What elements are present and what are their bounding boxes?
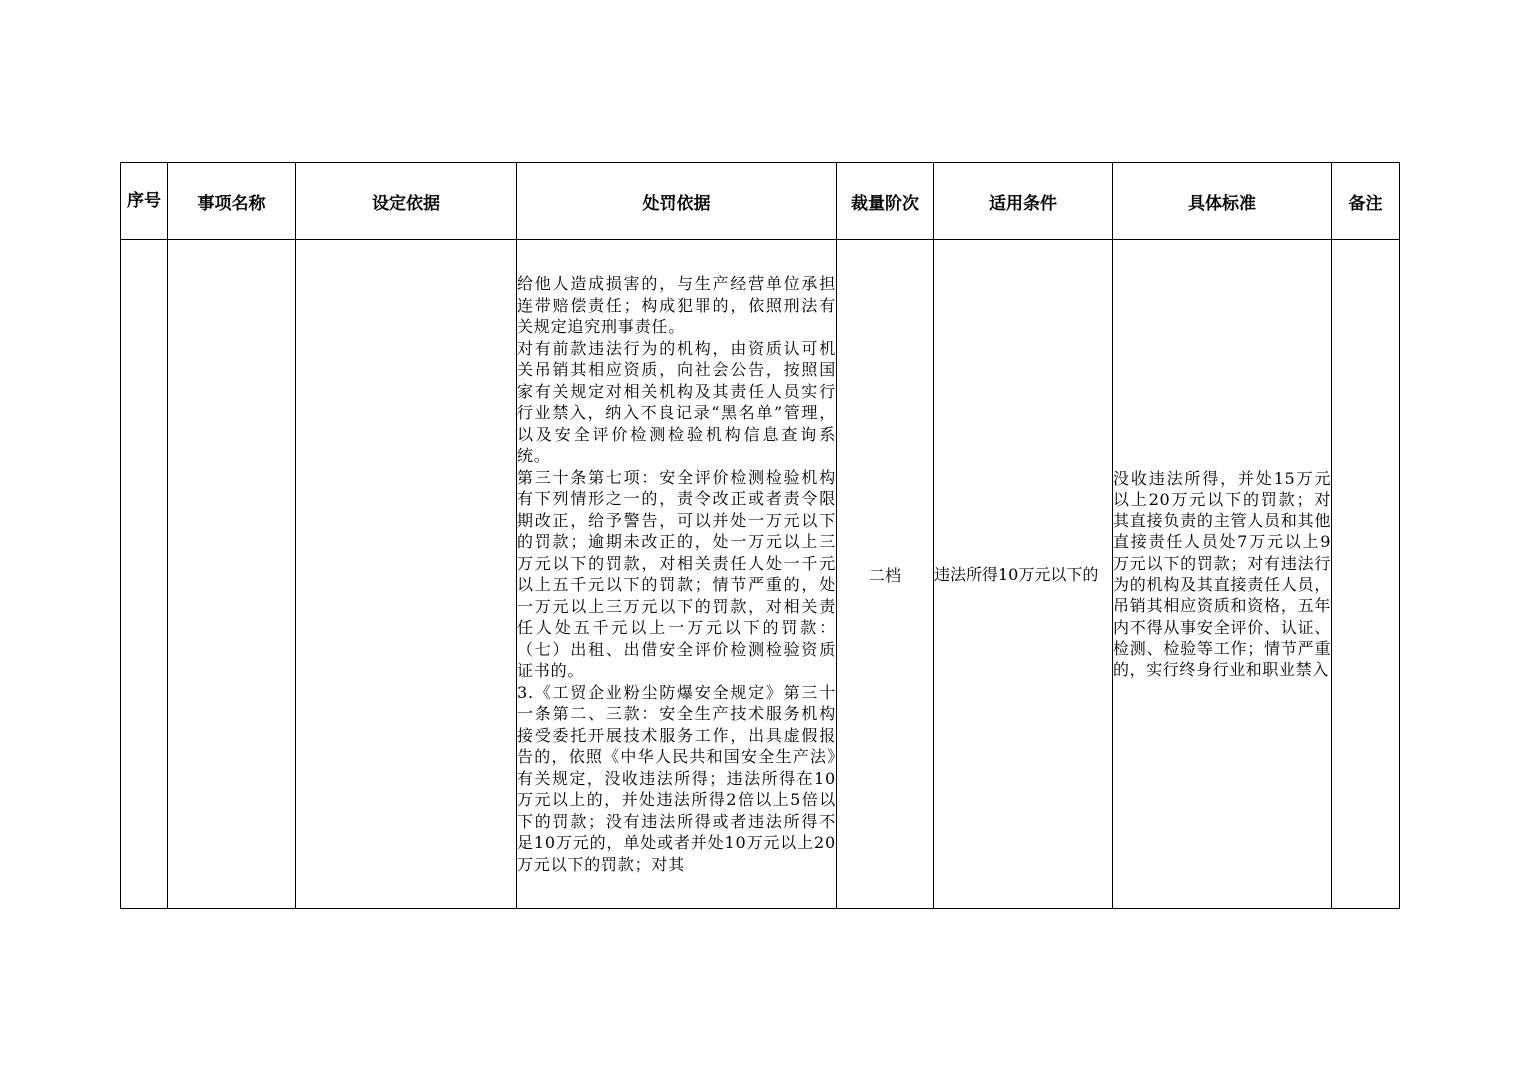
cell-discretion-level: 二档 xyxy=(837,240,934,909)
table-row xyxy=(121,240,1400,909)
header-standard: 具体标准 xyxy=(1113,163,1332,240)
cell-standard: 没收违法所得，并处15万元以上20万元以下的罚款；对其直接负责的主管人员和其他直接责任人员处7万元以上9万元以下的罚款；对有违法行为的机构及其直接责任人员，吊销其相应资质和资格，五年内不得从事安全评价、认证、检测、检验等工作；情节严重的，实行终身行业和职业禁入 xyxy=(1113,240,1332,909)
header-setting-basis: 设定依据 xyxy=(296,163,517,240)
penalty-basis-paragraph: 第三十条第七项：安全评价检测检验机构有下列情形之一的，责令改正或者责令限期改正，给予警告，可以并处一万元以下的罚款；逾期未改正的，处一万元以上三万元以下的罚款，对相关责任人处一千元以上五千元以下的罚款；情节严重的，处一万元以上三万元以下的罚款，对相关责任人处五千元以上一万元以下的罚款：（七）出租、出借安全评价检测检验资质证书的。 xyxy=(517,467,836,680)
header-condition: 适用条件 xyxy=(934,163,1113,240)
header-penalty-basis: 处罚依据 xyxy=(517,163,837,240)
cell-item-name xyxy=(168,240,296,909)
cell-remarks xyxy=(1332,240,1400,909)
penalty-basis-paragraph: 对有前款违法行为的机构，由资质认可机关吊销其相应资质，向社会公告，按照国家有关规定对相关机构及其责任人员实行行业禁入，纳入不良记录“黑名单”管理，以及安全评价检测检验机构信息查询系统。 xyxy=(517,338,836,465)
header-index: 序号 xyxy=(121,163,168,240)
cell-index xyxy=(121,240,168,909)
header-item-name: 事项名称 xyxy=(168,163,296,240)
cell-penalty-basis xyxy=(517,240,837,909)
penalty-basis-paragraph: 给他人造成损害的，与生产经营单位承担连带赔偿责任；构成犯罪的，依照刑法有关规定追究刑事责任。 xyxy=(517,274,836,336)
cell-condition: 违法所得10万元以下的 xyxy=(934,240,1113,909)
header-row xyxy=(121,163,1400,240)
cell-setting-basis xyxy=(296,240,517,909)
header-discretion-level: 裁量阶次 xyxy=(837,163,934,240)
penalty-discretion-table xyxy=(120,162,1400,909)
header-remarks: 备注 xyxy=(1332,163,1400,240)
penalty-basis-paragraph: 3.《工贸企业粉尘防爆安全规定》第三十一条第二、三款：安全生产技术服务机构接受委托开展技术服务工作，出具虚假报告的，依照《中华人民共和国安全生产法》有关规定，没收违法所得；违法所得在10万元以上的，并处违法所得2倍以上5倍以下的罚款；没有违法所得或者违法所得不足10万元的，单处或者并处10万元以上20万元以下的罚款；对其 xyxy=(517,682,836,874)
